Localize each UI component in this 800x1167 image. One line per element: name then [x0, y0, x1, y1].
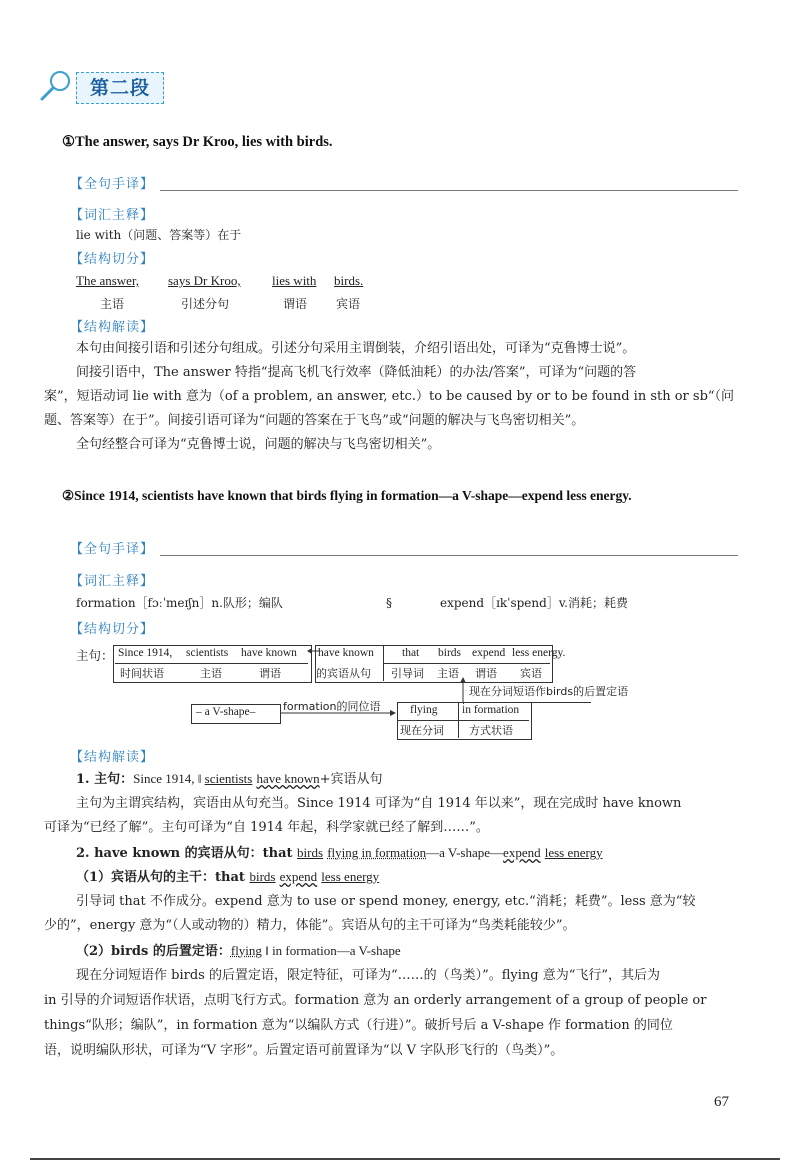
analysis-2-p1b: 可译为“已经了解”。主句可译为“自 1914 年起，科学家就已经了解到……”。 [44, 820, 489, 835]
h4-prefix: （2）birds 的后置定语： [76, 944, 231, 959]
page-number: 67 [714, 1094, 729, 1110]
analysis-1-line-4: 题、答案等）在于”。间接引语可译为“问题的答案在于飞鸟”或“问题的解决与飞鸟密切相关”。 [44, 413, 585, 428]
label-structure-1: 【结构切分】 [70, 252, 155, 267]
diag-that: that [402, 647, 420, 659]
label-analysis-1: 【结构解读】 [70, 320, 155, 335]
diag-in-formation: in formation [462, 704, 520, 716]
vocab-separator: § [386, 596, 392, 610]
h3-birds: birds [249, 869, 276, 884]
split-birds: birds. [334, 273, 364, 288]
bottom-rule [30, 1158, 780, 1160]
h2-prefix: 2. have known 的宾语从句：that [76, 846, 298, 861]
h3-expend: expend [279, 869, 318, 884]
h3-less: less energy [321, 869, 380, 884]
h2-expend: expend [503, 845, 541, 860]
label-vocab-1: 【词汇主释】 [70, 208, 155, 223]
sentence-1: ①The answer, says Dr Kroo, lies with birds. [62, 134, 333, 150]
h1-suffix: +宾语从句 [319, 772, 383, 787]
split-the-answer: The answer, [76, 273, 140, 288]
analysis-2-heading-4 [76, 940, 401, 963]
h1-prefix: 1. 主句： [76, 772, 134, 787]
vocab-expend: expend［ɪkˈspend］v.消耗；耗费 [440, 596, 628, 610]
split-pred-cn: 谓语 [283, 297, 308, 311]
participle-box-hdivider [398, 720, 529, 721]
h1-since: Since 1914, ‖ [133, 771, 205, 786]
h3-prefix: （1）宾语从句的主干：that [76, 870, 250, 885]
diag-expend: expend [472, 647, 506, 659]
h2-birds: birds [297, 845, 324, 860]
diag-object-clause-cn: 的宾语从句 [316, 667, 371, 680]
diag-flying-cn: 现在分词 [400, 724, 444, 737]
vocab-lie-with: lie with（问题、答案等）在于 [76, 228, 242, 242]
analysis-2-p2b: 少的”，energy 意为“（人或动物的）精力，体能”。宾语从句的主干可译为“鸟类耗能较少”。 [44, 918, 576, 933]
diag-have-known-2: have known [318, 647, 374, 659]
analysis-2-heading-3 [76, 866, 379, 889]
split-obj-cn: 宾语 [336, 297, 361, 311]
analysis-2-heading-1 [76, 768, 383, 791]
diag-birds-cn: 主语 [437, 667, 459, 680]
diag-less-energy: less energy. [512, 647, 566, 659]
main-box-divider [115, 663, 308, 664]
diag-scientists: scientists [186, 647, 229, 659]
translate-line-2 [160, 555, 738, 556]
label-structure-2: 【结构切分】 [70, 622, 155, 637]
label-analysis-2: 【结构解读】 [70, 750, 155, 765]
split-says-dr-kroo: says Dr Kroo, [168, 273, 241, 288]
magnifier-icon [38, 68, 74, 104]
label-translate-2: 【全句手译】 [70, 542, 155, 557]
analysis-2-heading-2 [76, 842, 603, 865]
arrow-right-icon [279, 708, 397, 718]
analysis-2-p2a: 引导词 that 不作成分。expend 意为 to use or spend money, energy, etc.“消耗；耗费”。less 意为“较 [76, 894, 696, 909]
h4-flying: flying [230, 943, 262, 958]
h2-mid: —a V-shape— [426, 845, 504, 860]
label-translate-1: 【全句手译】 [70, 177, 155, 192]
sentence-2: ②Since 1914, scientists have known that birds flying in formation—a V-shape—expend less energy. [62, 488, 632, 503]
split-subject-cn: 主语 [100, 297, 125, 311]
diag-since: Since 1914, [118, 647, 173, 659]
analysis-1-line-1: 本句由间接引语和引述分句组成。引述分句采用主谓倒装，介绍引语出处，可译为“克鲁博士说”。 [76, 341, 636, 356]
translate-line-1 [160, 190, 738, 191]
label-vocab-2: 【词汇主释】 [70, 574, 155, 589]
diag-have-known-cn: 谓语 [259, 667, 281, 680]
analysis-1-line-3: 案”，短语动词 lie with 意为（of a problem, an answer, etc.）to be caused by or to be found in sth or sb“（问 [44, 389, 735, 404]
diag-that-cn: 引导词 [391, 667, 424, 680]
diag-expend-cn: 谓语 [475, 667, 497, 680]
analysis-2-p1a: 主句为主谓宾结构，宾语由从句充当。Since 1914 可译为“自 1914 年以来”，现在完成时 have known [76, 796, 682, 811]
split-lies-with: lies with [272, 273, 317, 288]
main-clause-label: 主句： [76, 648, 114, 663]
diag-since-cn: 时间状语 [120, 667, 164, 680]
diag-have-known: have known [241, 647, 297, 659]
analysis-1-line-5: 全句经整合可译为“克鲁博士说，问题的解决与飞鸟密切相关”。 [76, 437, 441, 452]
analysis-1-line-2: 间接引语中，The answer 特指“提高飞机飞行效率（降低油耗）的办法/答案”，可译为“问题的答 [76, 365, 637, 380]
diag-in-formation-cn: 方式状语 [469, 724, 513, 737]
diag-flying: flying [410, 704, 438, 716]
diag-appositive: formation的同位语 [283, 700, 381, 713]
vocab-formation: formation［fɔːˈmeɪʃn］n.队形；编队 [76, 596, 283, 610]
h4-suffix: ‖ in formation—a V-shape [261, 943, 401, 958]
arrow-up-icon [456, 676, 470, 704]
section-title: 第二段 [76, 72, 164, 104]
h1-have-known: have known [256, 771, 320, 786]
diag-scientists-cn: 主语 [200, 667, 222, 680]
analysis-2-p3b: in 引导的介词短语作状语，点明飞行方式。formation 意为 an orderly arrangement of a group of people or [44, 993, 707, 1008]
diag-birds: birds [438, 647, 461, 659]
h1-scientists: scientists [204, 771, 253, 786]
h2-flying: flying in formation [327, 845, 427, 860]
h2-less: less energy [544, 845, 603, 860]
analysis-2-p3a: 现在分词短语作 birds 的后置定语，限定特征，可译为“……的（鸟类）”。flying 意为“飞行”，其后为 [76, 968, 661, 983]
analysis-2-p3d: 语，说明编队形状，可译为“V 字形”。后置定语可前置译为“以 V 字队形飞行的（鸟类）”。 [44, 1043, 564, 1058]
analysis-2-p3c: things“队形；编队”，in formation 意为“以编队方式（行进）”。破折号后 a V-shape 作 formation 的同位 [44, 1018, 673, 1033]
diag-less-energy-cn: 宾语 [520, 667, 542, 680]
object-clause-hdivider [384, 663, 550, 664]
diag-vshape: – a V-shape– [196, 706, 256, 718]
participle-note: 现在分词短语作birds的后置定语 [469, 685, 629, 698]
split-intro-cn: 引述分句 [181, 297, 230, 311]
